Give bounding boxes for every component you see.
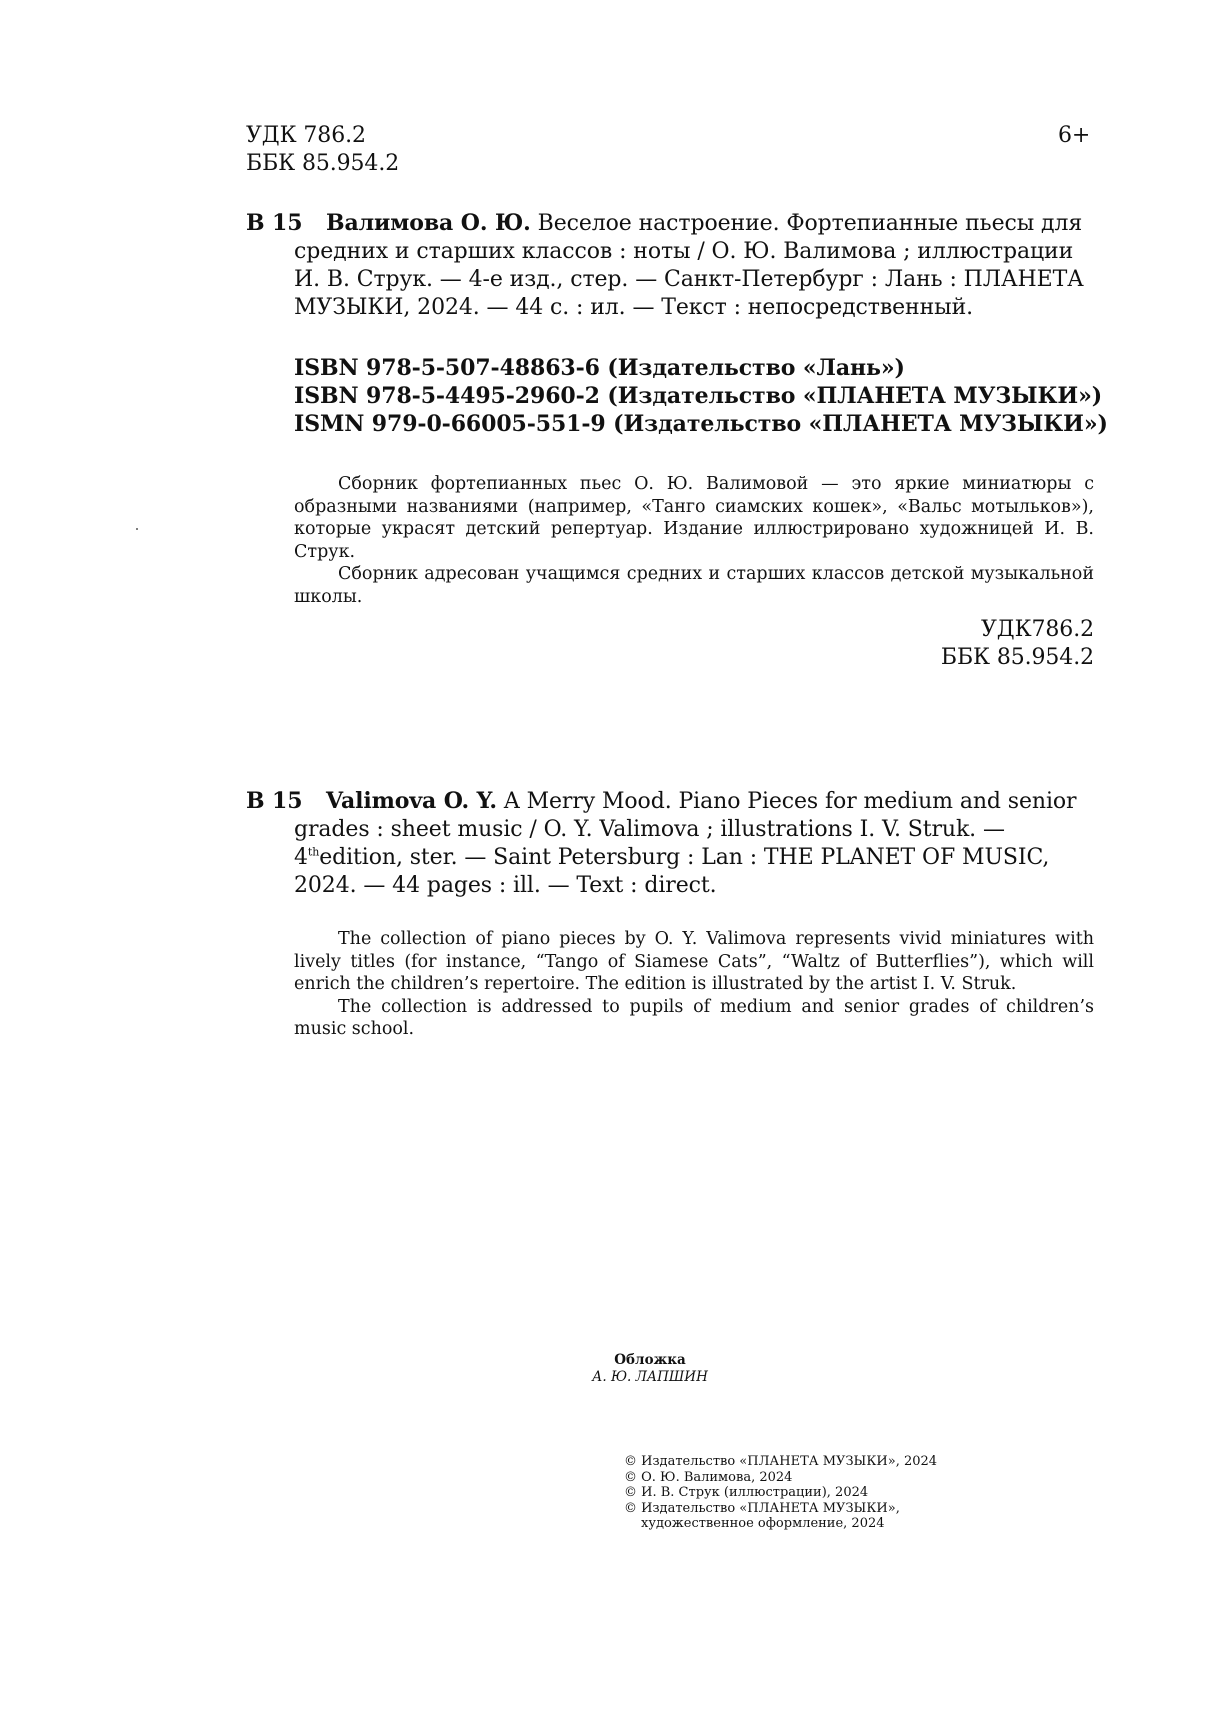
- isbn-block: [294, 354, 1108, 438]
- ru-entry-line: МУЗЫКИ, 2024. — 44 с. : ил. — Текст : непосредственный.: [294, 295, 974, 320]
- cover-credit-label: Обложка: [614, 1352, 686, 1368]
- copyright-line: © О. Ю. Валимова, 2024: [624, 1469, 793, 1485]
- ru-entry-line: И. В. Струк. — 4-е изд., стер. — Санкт-Петербург : Лань : ПЛАНЕТА: [294, 267, 1084, 292]
- en-entry-author: Valimova O. Y.: [326, 788, 497, 814]
- ru-entry-author: Валимова О. Ю.: [326, 210, 531, 236]
- ru-udk: УДК786.2: [981, 617, 1094, 642]
- ordinal-suffix: th: [307, 845, 320, 859]
- en-entry-line: 4thedition, ster. — Saint Petersburg : Lan : THE PLANET OF MUSIC,: [294, 845, 1050, 870]
- cover-credit: [500, 1352, 800, 1385]
- ru-abstract-paragraph: Сборник фортепианных пьес О. Ю. Валимовой — это яркие миниатюры с образными названиями (например, «Танго сиамских кошек», «Вальс мотыльков»), которые украсят детский репертуар. Издание иллюстрировано художницей И. В. Струк.: [294, 474, 1094, 562]
- ru-classification: [941, 616, 1094, 672]
- isbn-lan: ISBN 978-5-507-48863-6 (Издательство «Лань»): [294, 355, 905, 381]
- header-classification: [246, 122, 399, 178]
- en-entry-title: A Merry Mood. Piano Pieces for medium and senior: [503, 789, 1077, 814]
- copyright-line: © Издательство «ПЛАНЕТА МУЗЫКИ»,: [624, 1500, 900, 1516]
- copyright-block: [624, 1454, 937, 1532]
- margin-dot: [136, 528, 138, 530]
- en-abstract-paragraph: The collection is addressed to pupils of medium and senior grades of children’s music school.: [294, 996, 1094, 1039]
- header-bbk: ББК 85.954.2: [246, 151, 400, 176]
- isbn-planeta: ISBN 978-5-4495-2960-2 (Издательство «ПЛАНЕТА МУЗЫКИ»): [294, 383, 1103, 409]
- cover-credit-name: А. Ю. ЛАПШИН: [592, 1368, 708, 1385]
- copyright-line: художественное оформление, 2024: [641, 1516, 885, 1531]
- en-abstract: [294, 928, 1094, 1041]
- copyright-line: © Издательство «ПЛАНЕТА МУЗЫКИ», 2024: [624, 1454, 938, 1469]
- en-entry-line: grades : sheet music / O. Y. Valimova ; illustrations I. V. Struk. —: [294, 817, 1005, 842]
- ru-entry-title: Веселое настроение. Фортепианные пьесы для: [537, 211, 1083, 236]
- age-rating: 6+: [1058, 123, 1091, 148]
- ru-entry-code: В 15: [246, 210, 303, 236]
- en-abstract-paragraph: The collection of piano pieces by O. Y. Valimova represents vivid miniatures with lively titles (for instance, “Tango of Siamese Cats”, “Waltz of Butterflies”), which will enrich the children’s repertoire. The edition is illustrated by the artist I. V. Struk.: [294, 929, 1094, 994]
- copyright-line: © И. В. Струк (иллюстрации), 2024: [624, 1485, 869, 1500]
- header-udk: УДК 786.2: [246, 123, 366, 148]
- en-entry-code: В 15: [246, 788, 303, 814]
- ru-abstract-paragraph: Сборник адресован учащимся средних и старших классов детской музыкальной школы.: [294, 564, 1094, 607]
- en-bibliographic-entry: [246, 787, 1094, 900]
- ru-bbk: ББК 85.954.2: [940, 645, 1094, 670]
- ismn-planeta: ISMN 979-0-66005-551-9 (Издательство «ПЛАНЕТА МУЗЫКИ»): [294, 411, 1108, 437]
- ru-entry-line: средних и старших классов : ноты / О. Ю. Валимова ; иллюстрации: [294, 239, 1074, 264]
- ru-abstract: [294, 473, 1094, 608]
- ru-bibliographic-entry: [246, 209, 1094, 322]
- en-entry-line: 2024. — 44 pages : ill. — Text : direct.: [294, 873, 717, 898]
